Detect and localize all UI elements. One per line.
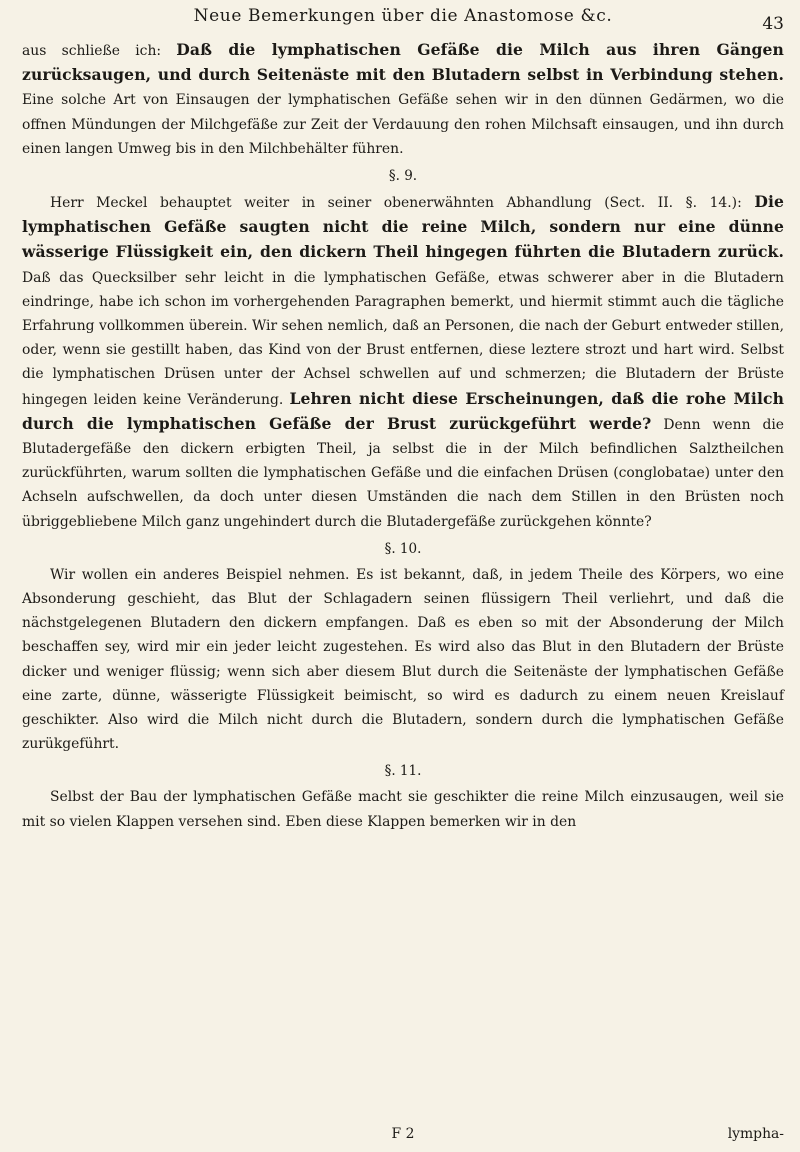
body-text: [22, 38, 784, 834]
page-footer: [22, 1126, 784, 1148]
paragraph-2-text: Daß das Quecksilber sehr leicht in die lymphatischen Gefäße, etwas schwerer aber in die Blutadern eindringe, habe ich schon im vorhergehenden Paragraphen bemerkt, und hiermit stimmt auch die tägliche Erfahrung vollkommen überein. Wir sehen nemlich, daß an Personen, die nach der Geburt entweder stillen, oder, wenn sie gestillt haben, das Kind von der Brust entfernen, diese leztere strozt und hart wird. Selbst die lymphatischen Drüsen unter der Achsel schwellen auf und schmerzen; die Blutadern der Brüste hingegen leiden keine Veränderung.: [22, 269, 784, 408]
page-number: 43: [762, 14, 784, 34]
paragraph-1-emphasis: Daß die lymphatischen Gefäße die Milch aus ihren Gängen zurücksaugen, und durch Seitenäste mit den Blutadern selbst in Verbindung stehen.: [22, 40, 784, 85]
section-heading-11: §. 11.: [384, 763, 422, 780]
running-title: Neue Bemerkungen über die Anastomose &c.: [193, 6, 613, 26]
signature-mark: F 2: [391, 1126, 415, 1142]
paragraph-2-question: Lehren nicht diese Erscheinungen, daß die rohe Milch durch die lymphatischen Gefäße der Brust zurückgeführt werde?: [22, 388, 785, 433]
paragraph-2-conclusion: Denn wenn die Blutadergefäße den dickern erbigten Theil, ja selbst die in der Milch befindlichen Salztheilchen zurückführten, warum sollten die lymphatischen Gefäße und die einfachen Drüsen (conglobatae) unter den Achseln aufschwellen, da doch unter diesen Umständen die nach dem Stillen in den Brüsten noch übriggebliebene Milch ganz ungehindert durch die Blutadergefäße zurückgehen könnte?: [22, 416, 785, 530]
paragraph-2-emphasis: Die lymphatischen Gefäße saugten nicht die reine Milch, sondern nur eine dünne wässerige Flüssigkeit ein, den dickern Theil hingegen führten die Blutadern zurück.: [22, 192, 784, 262]
paragraph-1-text: Eine solche Art von Einsaugen der lymphatischen Gefäße sehen wir in den dünnen Gedärmen, wo die offnen Mündungen der Milchgefäße zur Zeit der Verdauung den rohen Milchsaft einsaugen, und ihn durch einen langen Umweg bis in den Milchbehälter führen.: [22, 92, 784, 157]
paragraph-2: [22, 190, 784, 534]
paragraph-1-intro: aus schließe ich:: [22, 43, 177, 59]
section-heading-9: §. 9.: [388, 168, 418, 185]
paragraph-3: Wir wollen ein anderes Beispiel nehmen. Es ist bekannt, daß, in jedem Theile des Körpers, wo eine Absonderung geschieht, das Blut der Schlagadern seinen flüssigern Theil verliehrt, und daß die nächstgelegenen Blutadern den dickern empfangen. Daß es eben so mit der Absonderung der Milch beschaffen sey, wird mir ein jeder leicht zugestehen. Es wird also das Blut in den Blutadern der Brüste dicker und weniger flüssig; wenn sich aber diesem Blut durch die Seitenäste der lymphatischen Gefäße eine zarte, dünne, wässerigte Flüssigkeit beimischt, so wird es dadurch zu einem neuen Kreislauf geschikter. Also wird die Milch nicht durch die Blutadern, sondern durch die lymphatischen Gefäße zurükgeführt.: [22, 566, 784, 753]
section-heading-10: §. 10.: [384, 540, 422, 557]
paragraph-1: [22, 38, 784, 161]
catchword: lympha-: [727, 1126, 784, 1142]
page-header: [22, 6, 784, 38]
paragraph-2-intro: Herr Meckel behauptet weiter in seiner obenerwähnten Abhandlung (Sect. II. §. 14.):: [50, 195, 755, 212]
paragraph-4: Selbst der Bau der lymphatischen Gefäße macht sie geschikter die reine Milch einzusaugen, weil sie mit so vielen Klappen versehen sind. Eben diese Klappen bemerken wir in den: [22, 789, 784, 830]
